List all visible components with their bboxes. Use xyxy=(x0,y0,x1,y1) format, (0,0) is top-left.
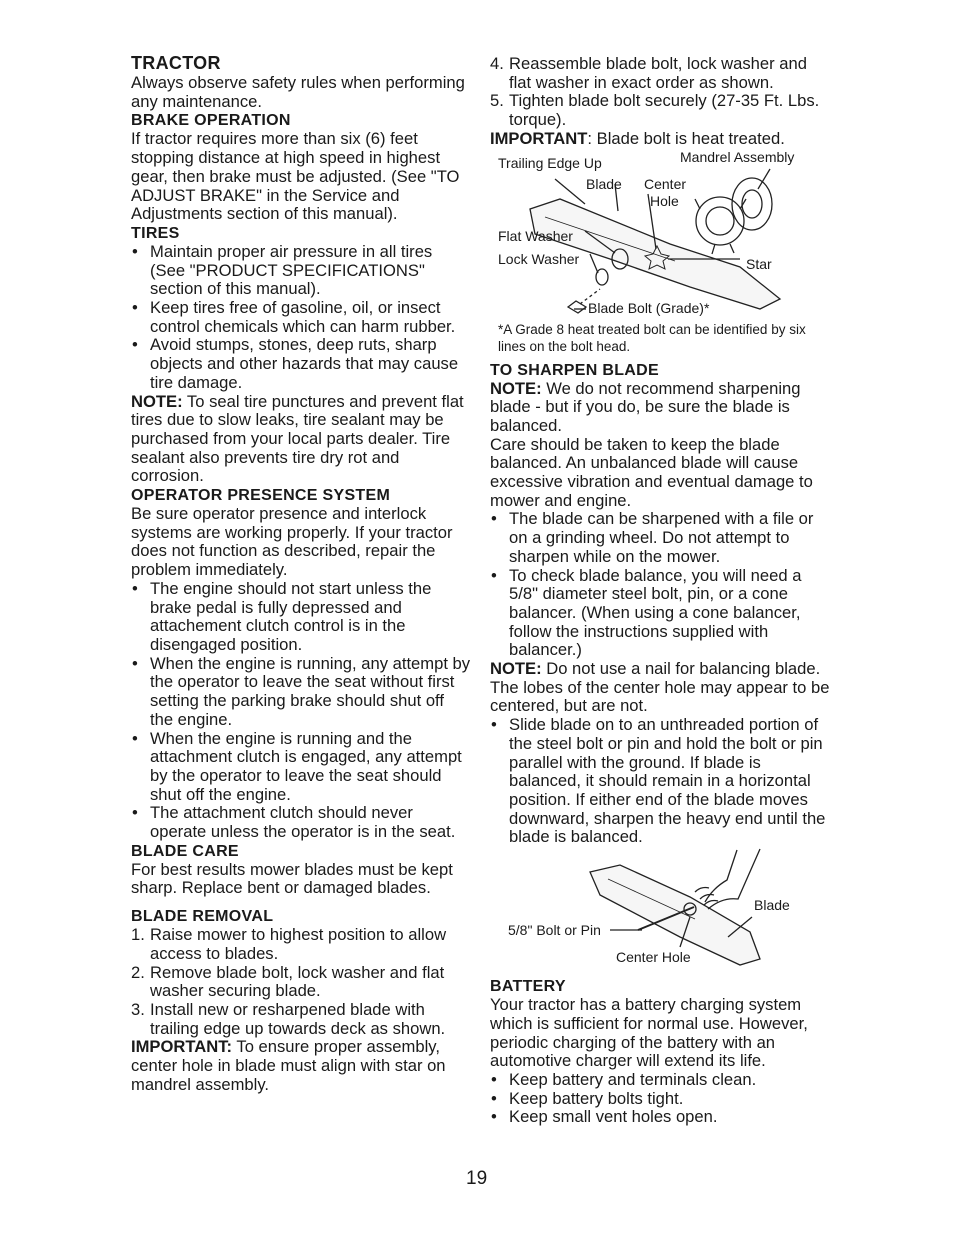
important-assembly-note xyxy=(131,1038,471,1094)
list-item: 5. Tighten blade bolt securely (27-35 Ft. Lbs. torque). xyxy=(490,91,820,130)
flat-washer-label: Flat Washer xyxy=(498,227,573,244)
battery-heading: BATTERY xyxy=(490,978,566,996)
blade-care-heading: BLADE CARE xyxy=(131,842,239,860)
battery-list xyxy=(490,1071,830,1127)
blade-removal-heading: BLADE REMOVAL xyxy=(131,908,274,926)
list-item: • Keep battery and terminals clean. xyxy=(490,1071,830,1090)
list-item: • Keep small vent holes open. xyxy=(490,1108,830,1127)
sharpen-note: NOTE: We do not recommend sharpening blade - but if you do, be sure the blade is balanced. xyxy=(490,378,801,435)
mandrel-assembly-label: Mandrel Assembly xyxy=(680,148,795,165)
sharpen-blade-heading: TO SHARPEN BLADE xyxy=(490,361,659,379)
nail-note: NOTE: Do not use a nail for balancing blade. The lobes of the center hole may appear to be centered, but are not. xyxy=(490,659,830,716)
tractor-heading: TRACTOR xyxy=(131,53,221,73)
list-item: 4. Reassemble blade bolt, lock washer and flat washer in exact order as shown. xyxy=(490,54,807,92)
bolt-grade-footnote: *A Grade 8 heat treated bolt can be identified by six lines on the bolt head. xyxy=(498,321,806,354)
tires-heading: TIRES xyxy=(131,224,180,242)
operator-presence-text: Be sure operator presence and interlock systems are working properly. If your tractor does not function as described, repair the problem immediately. xyxy=(131,504,453,580)
balance-blade-label: Blade xyxy=(754,897,790,914)
trailing-edge-label: Trailing Edge Up xyxy=(498,154,602,171)
brake-operation-text: If tractor requires more than six (6) feet stopping distance at high speed in highest gear, then brake must be adjusted. (See "TO ADJUST BRAKE" in the Service and Adjustments section of this manual). xyxy=(131,129,460,224)
list-item: • Slide blade on to an unthreaded portion of the steel bolt or pin and hold the bolt or pin parallel with the ground. If blade is balanced, it should remain in a horizontal position. If either end of the blade moves downward, sharpen the heavy end until the blade is balanced. xyxy=(490,716,830,847)
tires-list xyxy=(131,243,471,393)
list-item: • Avoid stumps, stones, deep ruts, sharp objects and other hazards that may cause tire damage. xyxy=(131,336,471,392)
brake-operation-heading: BRAKE OPERATION xyxy=(131,112,291,130)
sharpen-list xyxy=(490,510,830,660)
bolt-pin-label: 5/8" Bolt or Pin xyxy=(508,922,601,939)
list-item: 2. Remove blade bolt, lock washer and flat washer securing blade. xyxy=(131,962,445,1001)
list-item: • Keep battery bolts tight. xyxy=(490,1090,830,1109)
left-column xyxy=(131,52,471,1094)
note-label: NOTE: xyxy=(131,391,183,411)
operator-presence-heading: OPERATOR PRESENCE SYSTEM xyxy=(131,487,391,505)
list-item: • The attachment clutch should never operate unless the operator is in the seat. xyxy=(131,804,471,841)
list-item: • The blade can be sharpened with a file or on a grinding wheel. Do not attempt to sharpen while on the mower. xyxy=(490,510,830,566)
page-number: 19 xyxy=(466,1168,488,1189)
list-item: • When the engine is running and the attachment clutch is engaged, any attempt by the operator to leave the seat should shut off the engine. xyxy=(131,730,471,805)
right-column xyxy=(490,55,830,1127)
tires-note xyxy=(131,393,471,487)
sharpen-text: Care should be taken to keep the blade balanced. An unbalanced blade will cause excessive vibration and eventual damage to mower and engine. xyxy=(490,434,813,510)
blade-care-text: For best results mower blades must be kept sharp. Replace bent or damaged blades. xyxy=(131,859,453,898)
list-item: 1. Raise mower to highest position to allow access to blades. xyxy=(131,925,447,963)
star-label: Star xyxy=(746,255,772,272)
blade-bolt-label: Blade Bolt (Grade)* xyxy=(588,299,710,316)
note-text: To seal tire punctures and prevent flat tires due to slow leaks, tire sealant may be purchased from your local parts dealer. Tire sealant also prevents tire dry rot and corrosion. xyxy=(131,391,464,486)
list-item: • When the engine is running, any attempt by the operator to leave the seat without first setting the parking brake should shut off the engine. xyxy=(131,655,471,730)
center-label: Center xyxy=(644,175,687,192)
list-item: • Maintain proper air pressure in all tires (See "PRODUCT SPECIFICATIONS" section of this manual). xyxy=(131,243,471,299)
important-label: IMPORTANT: xyxy=(131,1037,233,1057)
battery-text: Your tractor has a battery charging system which is sufficient for normal use. However, periodic charging of the battery with an automotive charger will extend its life. xyxy=(490,995,808,1071)
list-item: 3. Install new or resharpened blade with trailing edge up towards deck as shown. xyxy=(131,999,446,1038)
blade-balance-figure xyxy=(490,847,820,977)
reassembly-steps xyxy=(490,55,830,130)
balance-list xyxy=(490,716,830,847)
important-text: To ensure proper assembly, center hole in blade must align with star on mandrel assembly. xyxy=(131,1037,446,1094)
list-item: • To check blade balance, you will need a 5/8" diameter steel bolt, pin, or a cone balancer. (When using a cone balancer, follow the instructions supplied with balancer.) xyxy=(490,567,830,661)
blade-assembly-figure xyxy=(490,149,820,321)
operator-presence-list xyxy=(131,580,471,842)
blade-label: Blade xyxy=(586,175,622,192)
tractor-intro: Always observe safety rules when performing any maintenance. xyxy=(131,73,465,111)
list-item: • The engine should not start unless the brake pedal is fully depressed and attachement clutch control is in the disengaged position. xyxy=(131,580,471,655)
hole-label: Hole xyxy=(650,192,679,209)
lock-washer-label: Lock Washer xyxy=(498,250,580,267)
heat-treated-note: IMPORTANT: Blade bolt is heat treated. xyxy=(490,128,785,148)
list-item: • Keep tires free of gasoline, oil, or insect control chemicals which can harm rubber. xyxy=(131,299,471,336)
center-hole-label: Center Hole xyxy=(616,949,691,966)
blade-removal-list xyxy=(131,926,471,1038)
